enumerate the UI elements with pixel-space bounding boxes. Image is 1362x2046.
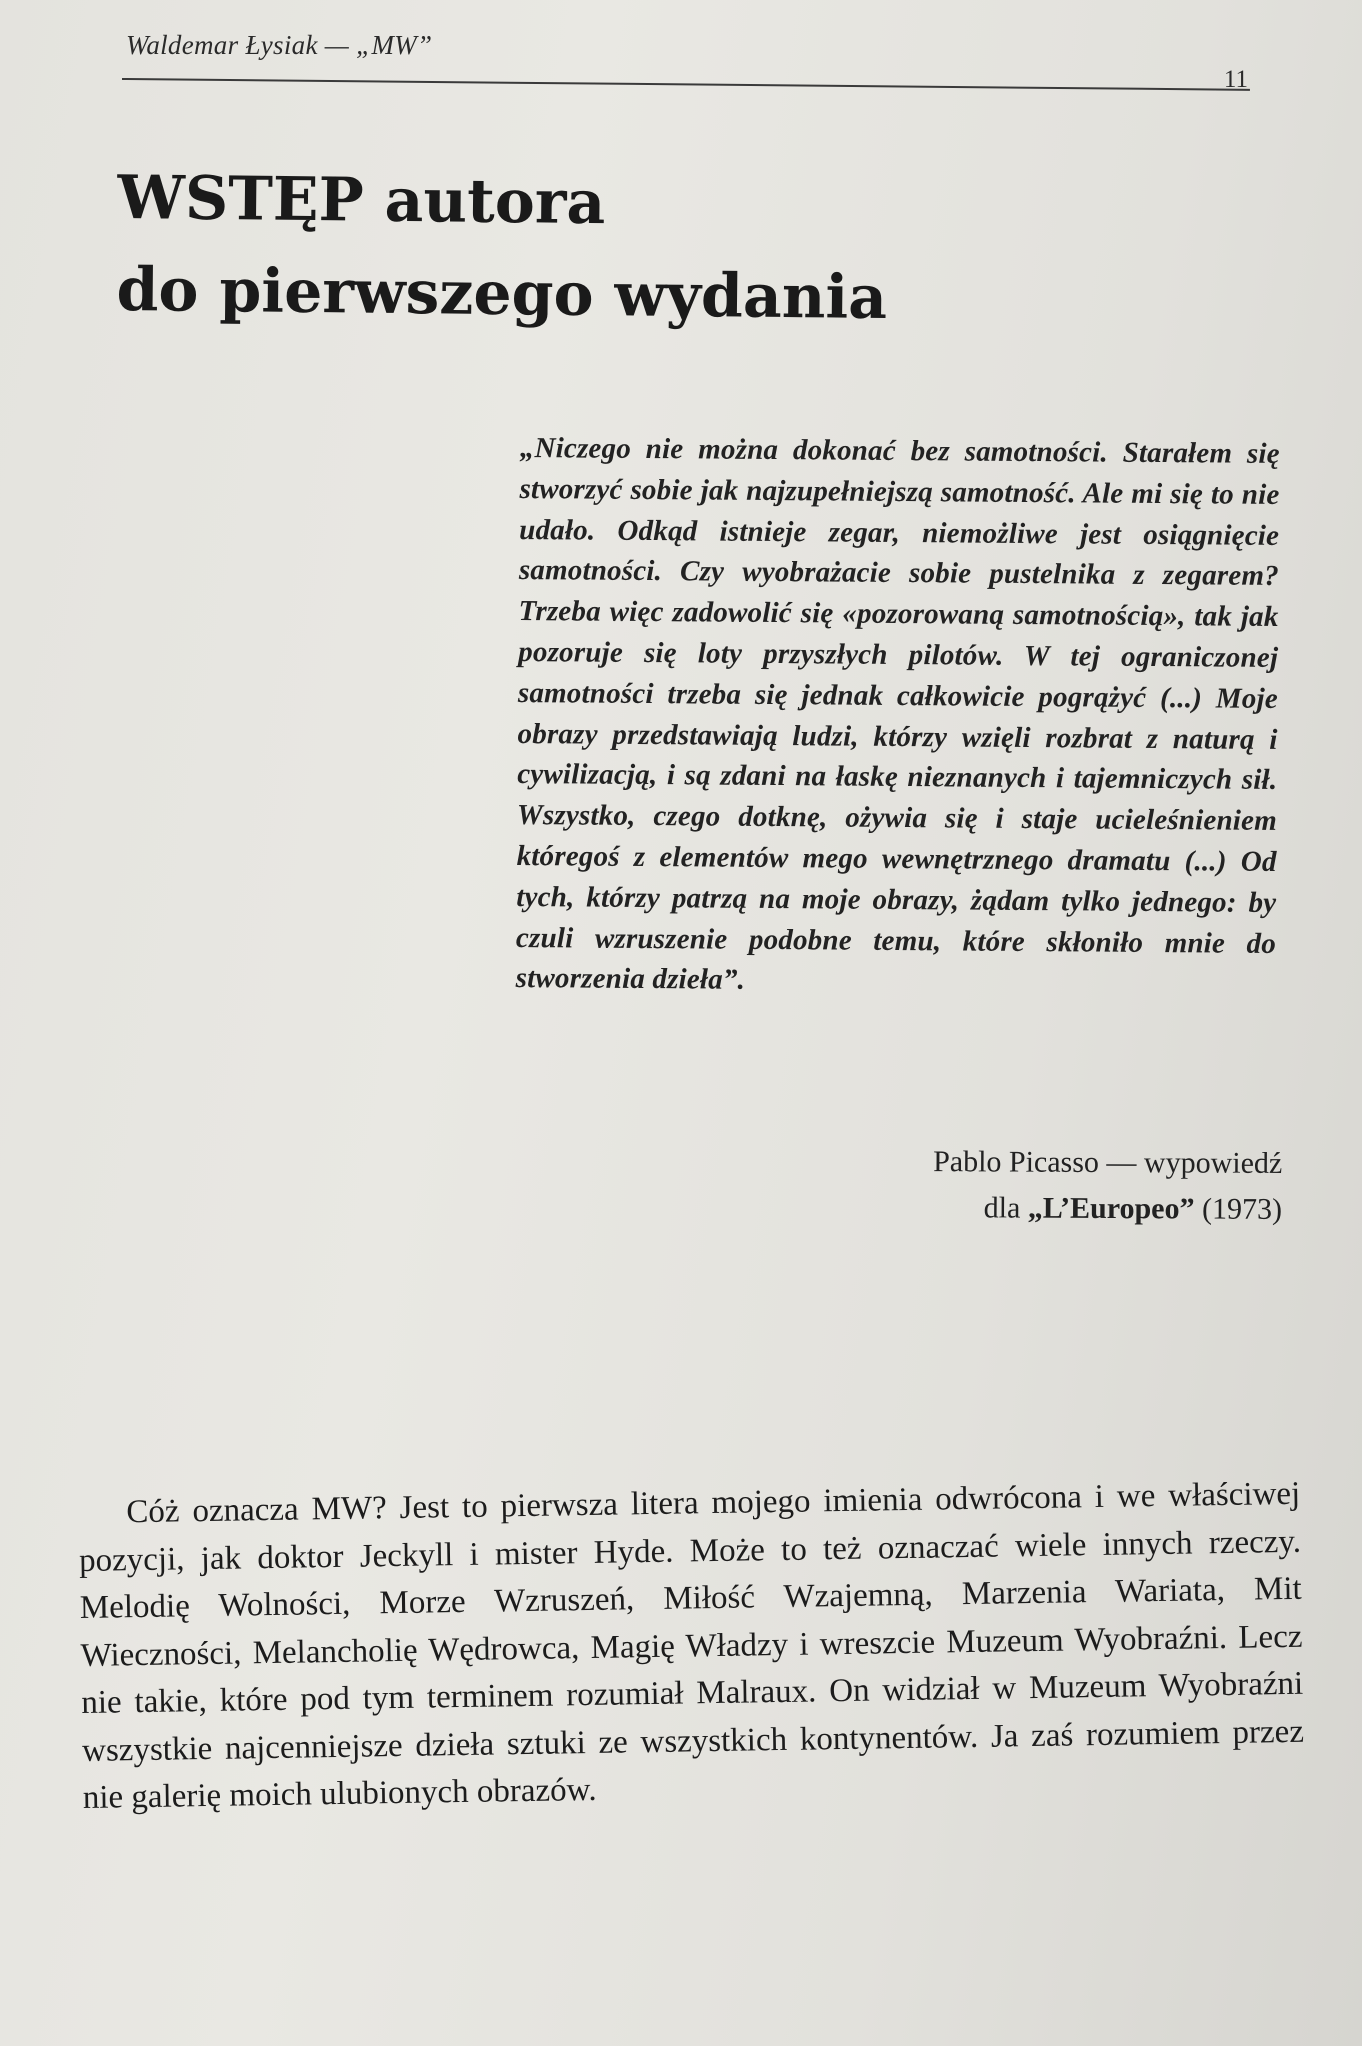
body-paragraph: Cóż oznacza MW? Jest to pierwsza litera mojego imienia odwrócona i we właściwej pozycji, jak doktor Jeckyll i mister Hyde. Może to też oznaczać wiele innych rzeczy. Melodię Wolności, Morze Wzruszeń, Miłość Wzajemną, Marzenia Wariata, Mit Wieczności, Melancholię Wędrowca, Magię Władzy i wreszcie Muzeum Wyobraźni. Lecz nie takie, które pod tym terminem rozumiał Malraux. On widział w Muzeum Wyobraźni wszystkie najcenniejsze dzieła sztuki ze wszystkich kontynentów. Ja zaś rozumiem przez nie galerię moich ulubionych obrazów. — [78, 1475, 1305, 1816]
attribution-year: (1973) — [1194, 1192, 1282, 1226]
body-text — [78, 1471, 1305, 1823]
chapter-title-line-2: do pierwszego wydania — [116, 254, 888, 334]
header-rule — [122, 78, 1250, 91]
epigraph-text: „Niczego nie można dokonać bez samotności. Starałem się stworzyć sobie jak najzupełniejszą samotność. Ale mi się to nie udało. Odkąd istnieje zegar, niemożliwe jest osiągnięcie samotności. Czy wyobrażacie sobie pustelnika z zegarem? Trzeba więc zadowolić się «pozorowaną samotnością», tak jak pozoruje się loty przyszłych pilotów. W tej ograniczonej samotności trzeba się jednak całkowicie pogrążyć (...) Moje obrazy przedstawiają ludzi, którzy wzięli rozbrat z naturą i cywilizacją, i są zdani na łaskę nieznanych i tajemniczych sił. Wszystko, czego dotknę, ożywia się i staje ucieleśnieniem któregoś z elementów mego wewnętrznego dramatu (...) Od tych, którzy patrzą na moje obrazy, żądam tylko jednego: by czuli wzruszenie podobne temu, które skłoniło mnie do stworzenia dzieła”. — [515, 431, 1280, 997]
epigraph-quote — [516, 428, 1280, 1005]
page-number: 11 — [1223, 66, 1248, 93]
running-head: Waldemar Łysiak — „MW” — [126, 30, 433, 60]
chapter-title — [116, 152, 888, 344]
attribution-source: „L’Europeo” — [1027, 1191, 1195, 1226]
attribution-prefix: dla — [983, 1191, 1028, 1225]
attribution-source-line — [933, 1185, 1282, 1233]
epigraph-attribution — [933, 1139, 1283, 1233]
attribution-author: Pablo Picasso — wypowiedź — [932, 1145, 1283, 1180]
chapter-title-line-1: WSTĘP autora — [117, 162, 606, 239]
